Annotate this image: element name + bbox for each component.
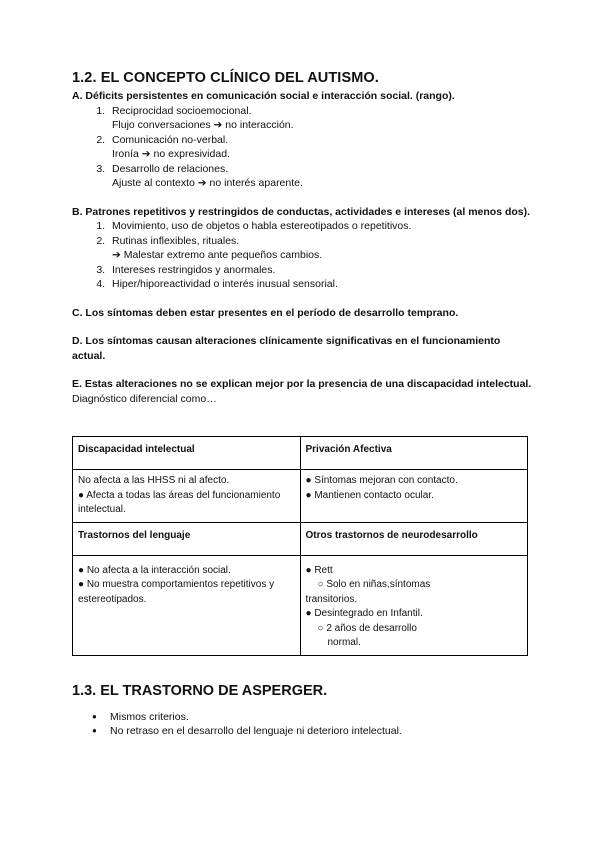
list-item: 1. Movimiento, uso de objetos o habla estereotipados o repetitivos. — [108, 219, 532, 234]
list-item: 4. Hiper/hiporeactividad o interés inusual sensorial. — [108, 277, 532, 292]
differential-note: Diagnóstico diferencial como… — [72, 392, 217, 405]
document-page — [72, 70, 532, 739]
table-header-affective: Privación Afectiva — [300, 437, 528, 470]
table-header-language: Trastornos del lenguaje — [73, 522, 301, 555]
table-cell-affective: ● Síntomas mejoran con contacto. ● Mantienen contacto ocular. — [300, 470, 528, 523]
list-item: 3. Intereses restringidos y anormales. — [108, 263, 532, 278]
table-cell-intellectual: No afecta a las HHSS ni al afecto. ● Afecta a todas las áreas del funcionamiento intelectual. — [73, 470, 301, 523]
list-item: ● Mismos criterios. — [92, 710, 532, 725]
criterion-d-heading: D. Los síntomas causan alteraciones clínicamente significativas en el funcionamiento actual. — [72, 335, 501, 362]
list-item: 2. Rutinas inflexibles, rituales. ➔ Malestar extremo ante pequeños cambios. — [108, 234, 532, 263]
table-cell-neurodevelopment: ● Rett ○ Solo en niñas,síntomas transitorios. ● Desintegrado en Infantil. ○ 2 años de desarrollo normal. — [300, 555, 528, 655]
criterion-a-list — [72, 104, 532, 191]
list-item: 3. Desarrollo de relaciones. Ajuste al contexto ➔ no interés aparente. — [108, 162, 532, 191]
section2-title: 1.3. EL TRASTORNO DE ASPERGER. — [72, 682, 328, 699]
criterion-c-heading: C. Los síntomas deben estar presentes en el período de desarrollo temprano. — [72, 306, 459, 319]
criterion-e-heading: E. Estas alteraciones no se explican mejor por la presencia de una discapacidad intelectual. — [72, 378, 532, 390]
table-cell-language: ● No afecta a la interacción social. ● No muestra comportamientos repetitivos y estereotipados. — [73, 555, 301, 655]
criterion-b-heading: B. Patrones repetitivos y restringidos de conductas, actividades e intereses (al menos dos). — [72, 205, 531, 218]
asperger-list — [72, 710, 532, 739]
criterion-b-list — [72, 219, 532, 292]
list-item: 2. Comunicación no-verbal. Ironía ➔ no expresividad. — [108, 133, 532, 162]
table-header-neurodevelopment: Otros trastornos de neurodesarrollo — [300, 522, 528, 555]
criterion-a-heading: A. Déficits persistentes en comunicación social e interacción social. (rango). — [72, 90, 455, 102]
differential-table — [72, 436, 528, 656]
list-item: ● No retraso en el desarrollo del lenguaje ni deterioro intelectual. — [92, 724, 532, 739]
section-title: 1.2. EL CONCEPTO CLÍNICO DEL AUTISMO. — [72, 70, 379, 86]
table-header-intellectual: Discapacidad intelectual — [73, 437, 301, 470]
list-item: 1. Reciprocidad socioemocional. Flujo conversaciones ➔ no interacción. — [108, 104, 532, 133]
